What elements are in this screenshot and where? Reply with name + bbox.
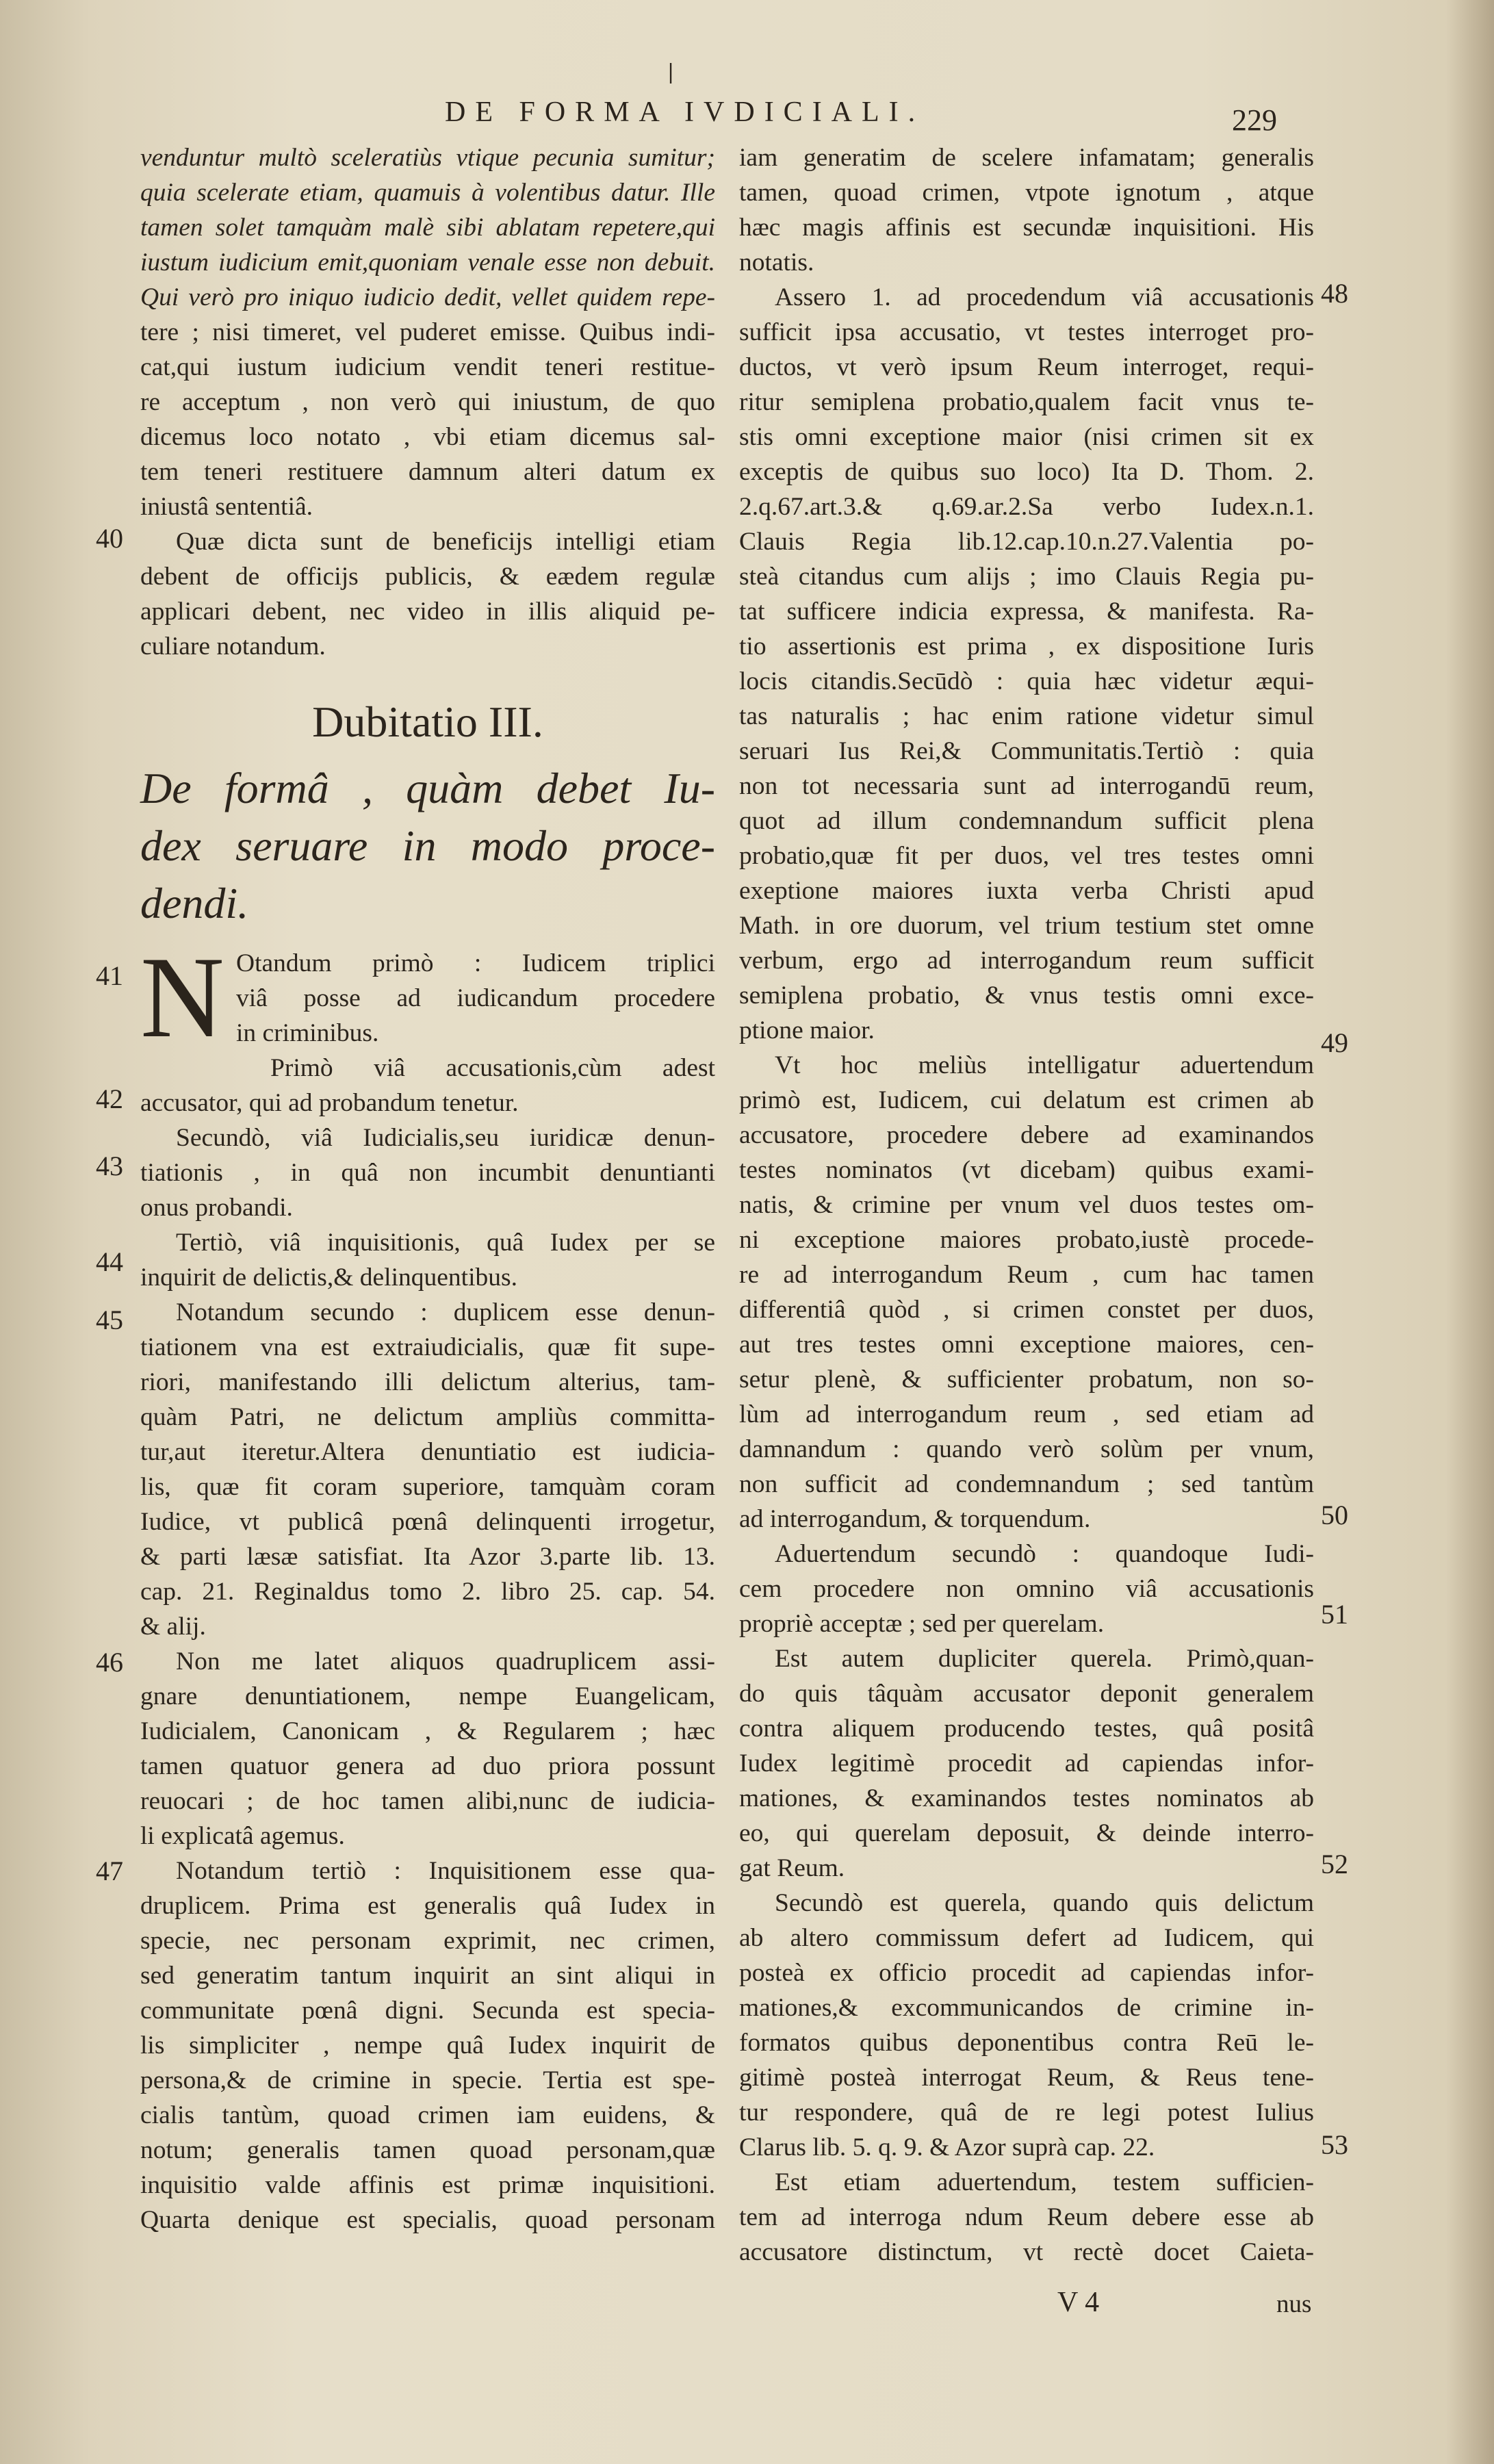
text-line: gnare denuntiationem, nempe Euangelicam, <box>140 1682 715 1710</box>
text-line: tamen solet tamquàm malè sibi ablatam repetere,qui <box>140 214 715 242</box>
text-line: posteà ex officio procedit ad capiendas infor- <box>739 1959 1314 1987</box>
text-line: cem procedere non omnino viâ accusationis <box>739 1575 1314 1603</box>
margin-number: 42 <box>96 1083 123 1114</box>
page-number: 229 <box>1232 103 1277 137</box>
text-line: cap. 21. Reginaldus tomo 2. libro 25. cap. 54. <box>140 1578 715 1606</box>
text-line: differentiâ quòd , si crimen constet per duos, <box>739 1296 1314 1324</box>
text-line: inquirit de delictis,& delinquentibus. <box>140 1263 517 1292</box>
text-line: Quarta denique est specialis, quoad personam <box>140 2206 715 2234</box>
text-line: in criminibus. <box>236 1019 379 1047</box>
text-line: tur respondere, quâ de re legi potest Iulius <box>739 2099 1314 2127</box>
section-subheading <box>140 760 715 932</box>
text-line: tamen quatuor genera ad duo priora possunt <box>140 1752 715 1780</box>
text-line: Otandum primò : Iudicem triplici <box>236 949 715 977</box>
text-line: iniustâ sententiâ. <box>140 493 313 521</box>
text-line: Tertiò, viâ inquisitionis, quâ Iudex per se <box>176 1229 715 1257</box>
text-line: venduntur multò sceleratiùs vtique pecunia sumitur; <box>140 144 715 172</box>
paragraph-52 <box>739 1886 1314 2165</box>
signature-mark: V 4 <box>1057 2287 1100 2318</box>
left-column <box>140 140 715 2237</box>
text-line: Clauis Regia lib.12.cap.10.n.27.Valentia po- <box>739 528 1314 556</box>
text-line: Vt hoc meliùs intelligatur aduertendum <box>775 1051 1314 1079</box>
margin-number: 40 <box>96 523 123 554</box>
text-line: mationes,& excommunicandos de crimine in- <box>739 1994 1314 2022</box>
paragraph-53 <box>739 2165 1314 2270</box>
margin-number: 41 <box>96 960 123 991</box>
paragraph-40 <box>140 524 715 664</box>
text-line: stis omni exceptione maior (nisi crimen sit ex <box>739 423 1314 451</box>
text-line: non sufficit ad condemnandum ; sed tantùm <box>739 1470 1314 1498</box>
text-line: eo, qui querelam deposuit, & deinde interro- <box>739 1819 1314 1847</box>
text-line: quot ad illum condemnandum sufficit plena <box>739 807 1314 835</box>
text-line: ritur semiplena probatio,qualem facit vnus te- <box>739 388 1314 416</box>
text-line: Assero 1. ad procedendum viâ accusationis <box>775 283 1314 311</box>
right-column <box>739 140 1314 2270</box>
text-line: seruari Ius Rei,& Communitatis.Tertiò : quia <box>739 737 1314 765</box>
margin-number: 43 <box>96 1151 123 1181</box>
text-line: dicemus loco notato , vbi etiam dicemus sal- <box>140 423 715 451</box>
text-line: druplicem. Prima est generalis quâ Iudex in <box>140 1892 715 1920</box>
text-line: & parti læsæ satisfiat. Ita Azor 3.parte lib. 13. <box>140 1543 715 1571</box>
text-line: natis, & crimine per vnum vel duos testes om- <box>739 1191 1314 1219</box>
subheading-line: dendi. <box>140 879 249 927</box>
text-line: tamen, quoad crimen, vtpote ignotum , atque <box>739 179 1314 207</box>
margin-number: 49 <box>1321 1027 1348 1058</box>
text-line: ab altero commissum defert ad Iudicem, qui <box>739 1924 1314 1952</box>
text-line: tem teneri restituere damnum alteri datum ex <box>140 458 715 486</box>
paragraph-46 <box>140 1644 715 1853</box>
paragraph-51 <box>739 1641 1314 1886</box>
text-line: exeptione maiores iuxta verba Christi apud <box>739 877 1314 905</box>
text-line: cialis tantùm, quoad crimen iam euidens, & <box>140 2101 715 2129</box>
text-line: non tot necessaria sunt ad interrogandū reum, <box>739 772 1314 800</box>
text-line: accusatore distinctum, vt rectè docet Caieta- <box>739 2238 1314 2266</box>
margin-number: 46 <box>96 1647 123 1678</box>
text-line: iustum iudicium emit,quoniam venale esse non debuit. <box>140 248 715 277</box>
text-line: notum; generalis tamen quoad personam,quæ <box>140 2136 715 2164</box>
text-line: inquisitio valde affinis est primæ inquisitioni. <box>140 2171 715 2199</box>
text-line: Iudicialem, Canonicam , & Regularem ; hæc <box>140 1717 715 1745</box>
text-line: accusator, qui ad probandum tenetur. <box>140 1089 519 1117</box>
text-line: culiare notandum. <box>140 632 326 660</box>
text-line: quia scelerate etiam, quamuis à volentibus datur. Ille <box>140 179 715 207</box>
text-line: tur,aut iteretur.Altera denuntiatio est iudicia- <box>140 1438 715 1466</box>
text-line: probatio,quæ fit per duos, vel tres testes omni <box>739 842 1314 870</box>
text-line: formatos quibus deponentibus contra Reū le- <box>739 2029 1314 2057</box>
margin-number: 45 <box>96 1305 123 1335</box>
margin-number: 51 <box>1321 1599 1348 1630</box>
paragraph-47 <box>140 1853 715 2237</box>
paragraph-45 <box>140 1295 715 1644</box>
text-line: reuocari ; de hoc tamen alibi,nunc de iudicia- <box>140 1787 715 1815</box>
text-line: hæc magis affinis est secundæ inquisitioni. His <box>739 214 1314 242</box>
running-head: DE FORMA IVDICIALI. <box>445 97 925 128</box>
text-line: riori, manifestando illi delictum alterius, tam- <box>140 1368 715 1396</box>
text-line: iam generatim de scelere infamatam; generalis <box>739 144 1314 172</box>
text-line: 2.q.67.art.3.& q.69.ar.2.Sa verbo Iudex.n.1. <box>739 493 1314 521</box>
text-line: li explicatâ agemus. <box>140 1822 345 1850</box>
text-line: specie, nec personam exprimit, nec crimen, <box>140 1927 715 1955</box>
text-line: accusatore, procedere debere ad examinandos <box>739 1121 1314 1149</box>
text-line: Math. in ore duorum, vel trium testium stet omne <box>739 912 1314 940</box>
text-line: quàm Patri, ne delictum ampliùs committa- <box>140 1403 715 1431</box>
text-line: lis, quæ fit coram superiore, tamquàm coram <box>140 1473 715 1501</box>
text-line: mationes, & examinandos testes nominatos ab <box>739 1784 1314 1812</box>
paragraph-41 <box>140 933 715 1062</box>
text-line: gat Reum. <box>739 1854 845 1882</box>
text-line: cat,qui iustum iudicium vendit teneri restitue- <box>140 353 715 381</box>
margin-number: 48 <box>1321 278 1348 309</box>
text-line: propriè acceptæ ; sed per querelam. <box>739 1610 1105 1638</box>
text-line: locis citandis.Secūdò : quia hæc videtur æqui- <box>739 667 1314 695</box>
text-line: Primò viâ accusationis,cùm adest <box>270 1054 715 1082</box>
text-line: Clarus lib. 5. q. 9. & Azor suprà cap. 22. <box>739 2133 1155 2161</box>
text-line: lùm ad interrogandum reum , sed etiam ad <box>739 1400 1314 1428</box>
paragraph-50 <box>739 1537 1314 1641</box>
subheading-line: De formâ , quàm debet Iu- <box>140 764 715 812</box>
text-line: Quæ dicta sunt de beneficijs intelligi etiam <box>176 528 715 556</box>
text-line: re acceptum , non verò qui iniustum, de quo <box>140 388 715 416</box>
page-edge-shadow <box>1446 0 1494 2464</box>
margin-number: 53 <box>1321 2129 1348 2160</box>
text-line: tere ; nisi timeret, vel puderet emisse. Quibus indi- <box>140 318 715 346</box>
text-line: tiationem vna est extraiudicialis, quæ fit supe- <box>140 1333 715 1361</box>
text-line: debent de officijs publicis, & eædem regulæ <box>140 563 715 591</box>
drop-cap-initial: N <box>140 933 224 1062</box>
text-line: Iudice, vt publicâ pœnâ delinquenti irrogetur, <box>140 1508 715 1536</box>
text-line: Secundò est querela, quando quis delictum <box>775 1889 1314 1917</box>
text-line: gitimè posteà interrogat Reum, & Reus tene- <box>739 2064 1314 2092</box>
text-line: tas naturalis ; hac enim ratione videtur simul <box>739 702 1314 730</box>
top-tick-mark: | <box>667 60 675 84</box>
text-line: verbum, ergo ad interrogandum reum sufficit <box>739 947 1314 975</box>
catchword: nus <box>1276 2290 1312 2318</box>
text-line: contra aliquem producendo testes, quâ positâ <box>739 1715 1314 1743</box>
text-line: Qui verò pro iniquo iudicio dedit, vellet quidem repe- <box>140 283 715 311</box>
text-line: communitate pœnâ digni. Secunda est specia- <box>140 1997 715 2025</box>
text-line: aut tres testes omni exceptione maiores, cen- <box>739 1331 1314 1359</box>
paragraph-49 <box>739 1048 1314 1537</box>
text-line: ni exceptione maiores probato,iustè procede- <box>739 1226 1314 1254</box>
paragraph-43 <box>140 1120 715 1225</box>
text-line: Est autem dupliciter querela. Primò,quan- <box>775 1645 1314 1673</box>
text-line: ductos, vt verò ipsum Reum interroget, requi- <box>739 353 1314 381</box>
paragraph-42 <box>140 1051 715 1120</box>
text-line: sufficit ipsa accusatio, vt testes interroget pro- <box>739 318 1314 346</box>
text-line: ptione maior. <box>739 1016 875 1044</box>
text-line: steà citandus cum alijs ; imo Clauis Regia pu- <box>739 563 1314 591</box>
right-para-continuation <box>739 140 1314 280</box>
text-line: viâ posse ad iudicandum procedere <box>236 984 715 1012</box>
text-line: re ad interrogandum Reum , cum hac tamen <box>739 1261 1314 1289</box>
text-line: tat sufficere indicia expressa, & manifesta. Ra- <box>739 598 1314 626</box>
left-para-continuation <box>140 140 715 524</box>
text-line: lis simpliciter , nempe quâ Iudex inquirit de <box>140 2031 715 2059</box>
section-heading: Dubitatio III. <box>312 697 543 746</box>
text-line: applicari debent, nec video in illis aliquid pe- <box>140 598 715 626</box>
text-line: ad interrogandum, & torquendum. <box>739 1505 1091 1533</box>
text-line: tio assertionis est prima , ex dispositione Iuris <box>739 632 1314 660</box>
text-line: & alij. <box>140 1613 206 1641</box>
margin-number: 44 <box>96 1246 123 1277</box>
text-line: testes nominatos (vt dicebam) quibus exami- <box>739 1156 1314 1184</box>
text-line: persona,& de crimine in specie. Tertia est spe- <box>140 2066 715 2094</box>
text-line: tem ad interroga ndum Reum debere esse ab <box>739 2203 1314 2231</box>
text-line: onus probandi. <box>140 1194 293 1222</box>
margin-number: 47 <box>96 1856 123 1886</box>
paragraph-44 <box>140 1225 715 1295</box>
text-line: Non me latet aliquos quadruplicem assi- <box>176 1647 715 1676</box>
subheading-line: dex seruare in modo proce- <box>140 821 715 870</box>
text-line: Aduertendum secundò : quandoque Iudi- <box>775 1540 1314 1568</box>
margin-number: 50 <box>1321 1500 1348 1530</box>
text-line: Notandum secundo : duplicem esse denun- <box>176 1298 715 1326</box>
paragraph-48 <box>739 280 1314 1048</box>
text-line: Iudex legitimè procedit ad capiendas infor- <box>739 1749 1314 1778</box>
text-line: sed generatim tantum inquirit an sint aliqui in <box>140 1962 715 1990</box>
text-line: primò est, Iudicem, cui delatum est crimen ab <box>739 1086 1314 1114</box>
text-line: semiplena probatio, & vnus testis omni exce- <box>739 981 1314 1010</box>
text-line: Notandum tertiò : Inquisitionem esse qua- <box>176 1857 715 1885</box>
text-line: notatis. <box>739 248 814 277</box>
text-line: Secundò, viâ Iudicialis,seu iuridicæ denun- <box>176 1124 715 1152</box>
text-line: setur plenè, & sufficienter probatum, non so- <box>739 1365 1314 1394</box>
text-line: do quis tâquàm accusator deponit generalem <box>739 1680 1314 1708</box>
text-line: exceptis de quibus suo loco) Ita D. Thom. 2. <box>739 458 1314 486</box>
text-line: damnandum : quando verò solùm per vnum, <box>739 1435 1314 1463</box>
text-line: Est etiam aduertendum, testem sufficien- <box>775 2168 1314 2196</box>
margin-number: 52 <box>1321 1849 1348 1879</box>
text-line: tiationis , in quâ non incumbit denuntianti <box>140 1159 715 1187</box>
